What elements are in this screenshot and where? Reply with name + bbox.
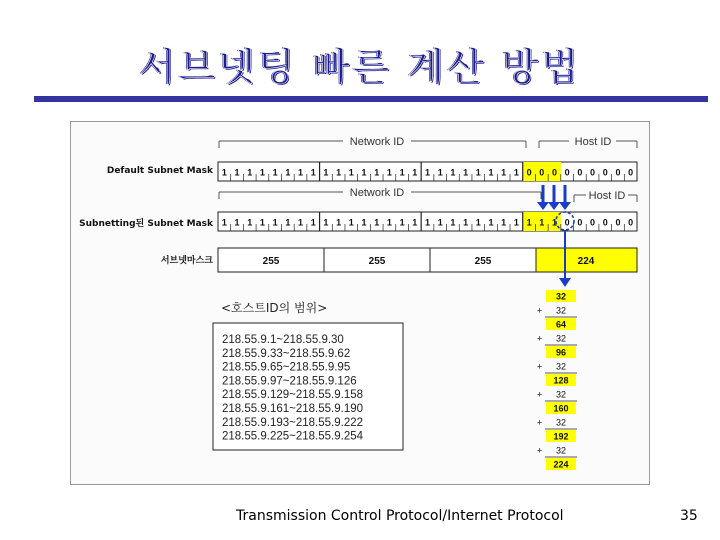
subnetting-mask-bit: 1 — [475, 217, 481, 228]
default-mask-bit: 1 — [424, 167, 431, 178]
subnetting-mask-bit: 1 — [437, 217, 443, 228]
sum-result: 128 — [553, 375, 569, 386]
octet-row — [218, 248, 637, 272]
subnetting-mask-bit: 1 — [336, 217, 342, 228]
subnetting-mask-bit: 1 — [463, 217, 469, 228]
subnet-diagram — [70, 121, 650, 485]
octet-2: 255 — [368, 256, 386, 267]
sum-plus: + — [537, 417, 543, 428]
default-mask-bit: 1 — [374, 167, 380, 178]
default-mask-bit-row — [218, 162, 637, 181]
subnetting-mask-bit: 0 — [602, 217, 608, 228]
host-range-item: 218.55.9.225~218.55.9.254 — [222, 430, 364, 443]
sum-plus: + — [537, 333, 543, 344]
sum-addend: 32 — [555, 333, 567, 344]
default-mask-bit: 0 — [628, 167, 634, 178]
default-mask-bit: 0 — [564, 167, 570, 178]
sum-plus: + — [537, 389, 543, 400]
subnetting-mask-bit: 1 — [501, 217, 507, 228]
default-mask-bit: 1 — [386, 167, 392, 178]
subnetting-mask-bit: 1 — [272, 217, 278, 228]
subnetting-mask-bit: 1 — [323, 217, 329, 228]
default-mask-bit: 0 — [590, 167, 596, 178]
host-id-label-second: Host ID — [588, 190, 626, 202]
subnetting-mask-bit: 1 — [450, 217, 456, 228]
default-mask-bit: 1 — [463, 167, 469, 178]
subnetting-mask-bit: 1 — [424, 217, 431, 228]
host-range-list — [222, 334, 364, 443]
sum-plus: + — [537, 305, 543, 316]
octet-1: 255 — [262, 256, 280, 267]
default-mask-bit: 0 — [539, 167, 545, 178]
default-mask-bit: 1 — [501, 167, 507, 178]
sum-column — [537, 290, 577, 470]
host-range-item: 218.55.9.161~218.55.9.190 — [222, 403, 364, 415]
sum-addend: 32 — [555, 389, 567, 400]
default-mask-bit: 1 — [272, 167, 278, 178]
octet-4: 224 — [577, 256, 595, 267]
subnetting-mask-bit: 1 — [348, 217, 354, 228]
default-mask-bit: 1 — [475, 167, 481, 178]
default-mask-label: Default Subnet Mask — [106, 166, 213, 176]
subnetting-mask-bit: 0 — [628, 217, 634, 228]
footer-text: Transmission Control Protocol/Internet Protocol — [236, 508, 564, 524]
default-mask-bit: 1 — [298, 167, 304, 178]
sum-addend: 32 — [555, 305, 567, 316]
subnetting-mask-bit: 1 — [488, 217, 494, 228]
host-range-item: 218.55.9.33~218.55.9.62 — [222, 347, 351, 360]
title-underline — [34, 96, 708, 102]
host-id-label-top: Host ID — [574, 136, 612, 148]
default-mask-bit: 0 — [526, 167, 532, 178]
host-range-item: 218.55.9.97~218.55.9.126 — [222, 375, 357, 388]
default-mask-bit: 1 — [323, 167, 329, 178]
subnetting-mask-bit: 1 — [412, 217, 418, 228]
default-mask-bit: 1 — [513, 167, 519, 178]
sum-result: 96 — [555, 347, 567, 358]
default-mask-bit: 1 — [437, 167, 443, 178]
default-mask-bit: 1 — [361, 167, 367, 178]
sum-addend: 32 — [555, 361, 567, 372]
sum-plus: + — [537, 445, 543, 456]
default-mask-bit: 1 — [399, 167, 405, 178]
subnetting-mask-bit: 1 — [361, 217, 367, 228]
subnetting-mask-bit: 1 — [386, 217, 392, 228]
subnetting-mask-bit: 1 — [374, 217, 380, 228]
page-title: 서브넷팅 빠른 계산 방법 — [138, 45, 582, 89]
subnetting-mask-bit: 1 — [259, 217, 265, 228]
default-mask-bit: 1 — [348, 167, 354, 178]
sum-plus: + — [537, 361, 543, 372]
page-number: 35 — [680, 508, 698, 524]
subnetting-mask-bit: 1 — [247, 217, 253, 228]
default-mask-bit: 0 — [577, 167, 583, 178]
sum-addend: 32 — [555, 417, 567, 428]
down-arrows — [537, 185, 571, 210]
subnetting-mask-bit: 0 — [564, 217, 570, 228]
sum-result: 64 — [555, 319, 567, 330]
sum-addend: 32 — [555, 445, 567, 456]
default-mask-bit: 1 — [336, 167, 342, 178]
subnetting-mask-bit: 1 — [221, 217, 227, 228]
host-range-heading: <호스트ID의 범위> — [221, 301, 328, 315]
octet-3: 255 — [474, 256, 492, 267]
subnetting-mask-bit: 1 — [551, 217, 557, 228]
subnetting-mask-bit: 1 — [539, 217, 545, 228]
subnetting-mask-bit: 1 — [399, 217, 405, 228]
default-mask-bit: 0 — [602, 167, 608, 178]
sum-result: 224 — [553, 459, 569, 470]
default-mask-bit: 1 — [412, 167, 418, 178]
host-range-item: 218.55.9.65~218.55.9.95 — [222, 361, 351, 374]
default-mask-bit: 1 — [285, 167, 291, 178]
network-id-label-top: Network ID — [349, 136, 405, 148]
subnet-mask-label: 서브넷마스크 — [160, 256, 213, 266]
default-mask-bit: 1 — [488, 167, 494, 178]
subnetting-mask-bit: 1 — [526, 217, 532, 228]
subnetting-mask-bit: 1 — [310, 217, 316, 228]
host-range-item: 218.55.9.193~218.55.9.222 — [222, 416, 364, 429]
subnetting-mask-bit: 0 — [590, 217, 596, 228]
default-mask-bit: 1 — [221, 167, 227, 178]
host-range-item: 218.55.9.129~218.55.9.158 — [222, 389, 364, 402]
subnetting-mask-bit: 0 — [615, 217, 621, 228]
sum-result: 32 — [555, 291, 567, 302]
subnetting-mask-bit: 1 — [234, 217, 240, 228]
default-mask-bit: 0 — [551, 167, 557, 178]
network-id-label-second: Network ID — [349, 187, 405, 199]
default-mask-bit: 0 — [615, 167, 621, 178]
default-mask-bit: 1 — [247, 167, 253, 178]
subnetting-mask-label: Subnetting된 Subnet Mask — [79, 219, 213, 229]
subnetting-mask-bit: 1 — [513, 217, 519, 228]
subnetting-mask-bit: 1 — [298, 217, 304, 228]
sum-result: 192 — [553, 431, 569, 442]
default-mask-bit: 1 — [259, 167, 265, 178]
subnetting-mask-bit: 0 — [577, 217, 583, 228]
host-range-item: 218.55.9.1~218.55.9.30 — [222, 334, 344, 346]
default-mask-bit: 1 — [450, 167, 456, 178]
subnetting-mask-bit: 1 — [285, 217, 291, 228]
sum-result: 160 — [553, 403, 569, 414]
default-mask-bit: 1 — [234, 167, 240, 178]
default-mask-bit: 1 — [310, 167, 316, 178]
